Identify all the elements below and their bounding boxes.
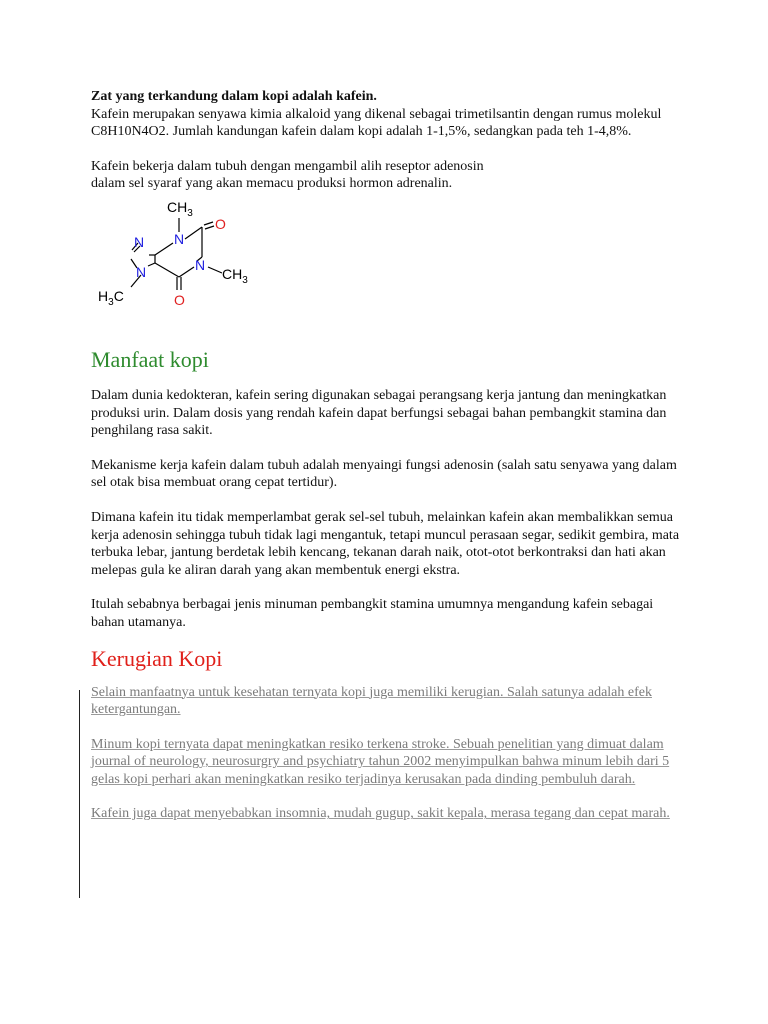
- atom-n7: N: [134, 233, 145, 250]
- intro-paragraph-2-line-2: dalam sel syaraf yang akan memacu produksi hormon adrenalin.: [91, 176, 453, 192]
- manfaat-paragraph-2: Mekanisme kerja kafein dalam tubuh adalah menyaingi fungsi adenosin (salah satu senyawa yang dalam sel otak bisa membuat orang cepat tertidur).: [91, 457, 677, 491]
- kerugian-paragraph-2[interactable]: Minum kopi ternyata dapat meningkatkan resiko terkena stroke. Sebuah penelitian yang dimuat dalam journal of neurology, neurosurgry and psychiatry tahun 2002 menyimpulkan bahwa minum lebih dari 5 gelas kopi perhari akan meningkatkan resiko terjadinya kerusakan pada dinding pembuluh darah.: [91, 736, 670, 787]
- kerugian-paragraph-1[interactable]: Selain manfaatnya untuk kesehatan ternyata kopi juga memiliki kerugian. Salah satunya adalah efek ketergantungan.: [91, 684, 652, 718]
- atom-ch3-right: $CH_3$: [222, 265, 248, 286]
- kerugian-paragraph-3[interactable]: Kafein juga dapat menyebabkan insomnia, mudah gugup, sakit kepala, merasa tegang dan cepat marah.: [91, 806, 670, 822]
- document-page: [91, 88, 681, 823]
- manfaat-paragraph-1: Dalam dunia kedokteran, kafein sering digunakan sebagai perangsang kerja jantung dan meningkatkan produksi urin. Dalam dosis yang rendah kafein dapat berfungsi sebagai bahan pembangkit stamina dan penghilang rasa sakit.: [91, 387, 667, 439]
- manfaat-title: Manfaat kopi: [91, 346, 209, 372]
- atom-h3c-left: $H_3C$: [98, 287, 124, 308]
- revision-bar: [79, 690, 80, 898]
- atom-n9: N: [136, 263, 147, 280]
- atom-n1: N: [174, 230, 185, 247]
- atom-ch3-top: $CH_3$: [167, 198, 193, 219]
- intro-paragraph-2-line-1: Kafein bekerja dalam tubuh dengan mengambil alih reseptor adenosin: [91, 158, 484, 174]
- manfaat-paragraph-3: Dimana kafein itu tidak memperlambat gerak sel-sel tubuh, melainkan kafein akan membalikkan semua kerja adenosin sehingga tubuh tidak lagi mengantuk, tetapi muncul perasaan segar, sedikit gembira, mata terbuka lebar, jantung berdetak lebih kencang, tekanan darah naik, otot-otot berkontraksi dan hati akan melepas gula ke aliran darah yang akan membentuk energi ekstra.: [91, 509, 680, 578]
- kerugian-title: Kerugian Kopi: [91, 645, 223, 671]
- intro-heading: Zat yang terkandung dalam kopi adalah kafein.: [91, 89, 377, 104]
- atom-n3: N: [195, 256, 206, 273]
- atom-o-bottom: O: [174, 291, 185, 308]
- caffeine-structure: [91, 195, 351, 323]
- atom-o-top: O: [215, 215, 226, 232]
- intro-paragraph: Kafein merupakan senyawa kimia alkaloid yang dikenal sebagai trimetilsantin dengan rumus molekul C8H10N4O2. Jumlah kandungan kafein dalam kopi adalah 1-1,5%, sedangkan pada teh 1-4,8%.: [91, 106, 662, 140]
- manfaat-paragraph-4: Itulah sebabnya berbagai jenis minuman pembangkit stamina umumnya mengandung kafein sebagai bahan utamanya.: [91, 597, 654, 630]
